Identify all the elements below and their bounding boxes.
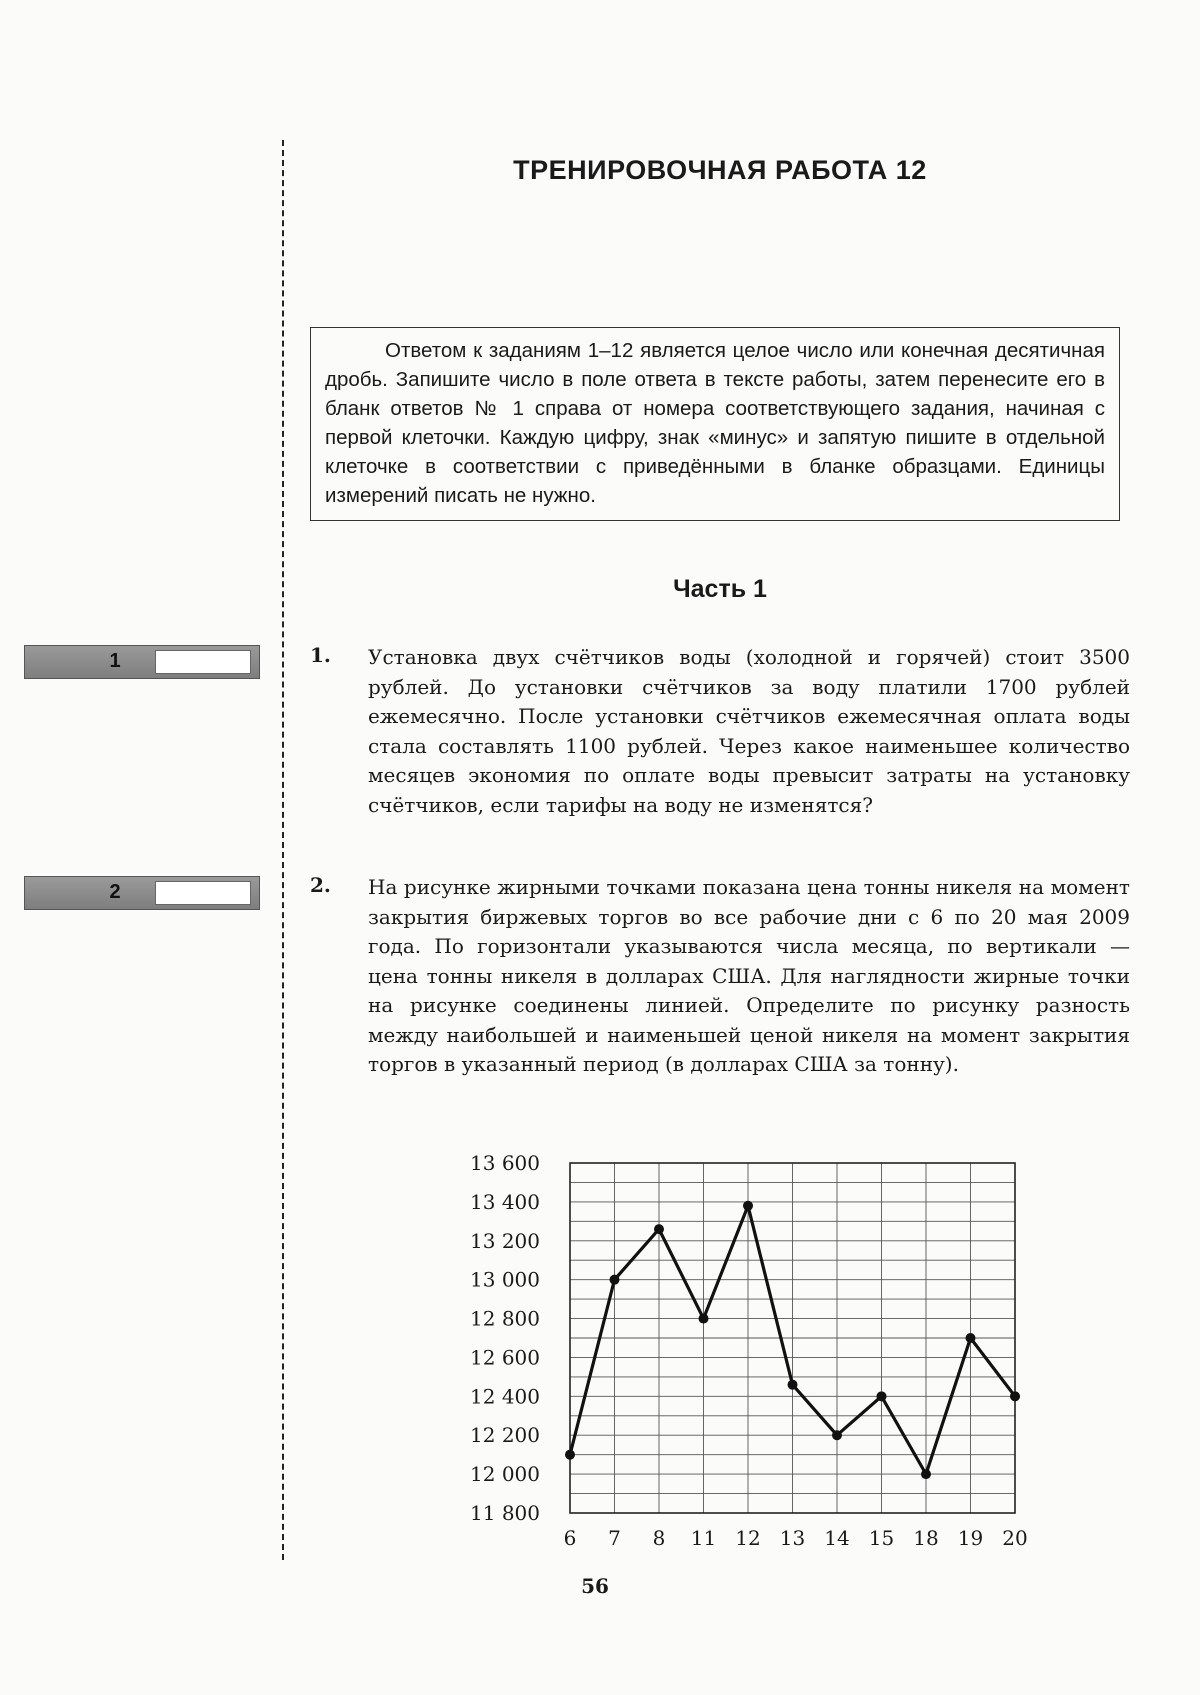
x-tick-label: 12 <box>735 1526 761 1550</box>
answer-field[interactable] <box>155 650 251 674</box>
part-title: Часть 1 <box>673 575 767 603</box>
data-point <box>966 1333 976 1343</box>
y-tick-label: 13 000 <box>470 1267 540 1292</box>
data-point <box>788 1380 798 1390</box>
data-point <box>654 1224 664 1234</box>
x-tick-label: 14 <box>824 1526 850 1550</box>
task-number: 2. <box>310 873 331 897</box>
x-tick-label: 8 <box>652 1526 666 1550</box>
y-tick-label: 12 400 <box>470 1384 540 1409</box>
instructions-box: Ответом к заданиям 1–12 является целое число или конечная десятичная дробь. Запишите число в поле ответа в тексте работы, затем перенесите его в бланк ответов № 1 справа от номера соответствующего задания, начиная с первой клеточки. Каждую цифру, знак «минус» и запятую пишите в отдельной клеточке в соответствии с приведёнными в бланке образцами. Единицы измерений писать не нужно. <box>310 327 1120 521</box>
answer-field[interactable] <box>155 881 251 905</box>
y-tick-label: 12 800 <box>470 1306 540 1331</box>
page-title: ТРЕНИРОВОЧНАЯ РАБОТА 12 <box>513 155 927 185</box>
data-point <box>832 1430 842 1440</box>
answer-box-2 <box>24 876 260 910</box>
answer-box-1 <box>24 645 260 679</box>
task-text: Установка двух счётчиков воды (холодной и горячей) стоит 3500 рублей. До установки счётчиков за воду платили 1700 рублей ежемесячно. После установки счётчиков ежемесячная оплата воды стала составлять 1100 рублей. Через какое наименьшее количество месяцев экономия по оплате воды превысит затраты на установку счётчиков, если тарифы на воду не изменятся? <box>368 645 1130 817</box>
y-tick-label: 12 000 <box>470 1462 540 1487</box>
task-text: На рисунке жирными точками показана цена тонны никеля на момент закрытия биржевых торгов во все рабочие дни с 6 по 20 мая 2009 года. По горизонтали указываются числа месяца, по вертикали — цена тонны никеля в долларах США. Для наглядности жирные точки на рисунке соединены линией. Определите по рисунку разность между наибольшей и наименьшей ценой никеля на момент закрытия торгов в указанный период (в долларах США за тонну). <box>368 875 1130 1076</box>
page-number: 56 <box>581 1574 609 1598</box>
cut-line <box>282 140 284 1560</box>
x-tick-label: 11 <box>690 1526 717 1550</box>
y-tick-label: 12 200 <box>470 1423 540 1448</box>
x-tick-label: 7 <box>608 1526 621 1550</box>
data-point <box>1010 1391 1020 1401</box>
answer-box-label: 2 <box>109 881 121 903</box>
data-point <box>565 1450 575 1460</box>
x-tick-label: 18 <box>913 1526 939 1550</box>
data-point <box>610 1275 620 1285</box>
answer-box-label: 1 <box>109 650 121 672</box>
nickel-price-chart <box>450 1150 1050 1570</box>
y-tick-label: 13 400 <box>470 1189 540 1214</box>
x-tick-label: 15 <box>868 1526 895 1550</box>
data-point <box>743 1201 753 1211</box>
y-tick-label: 13 600 <box>470 1151 540 1175</box>
x-tick-label: 20 <box>1002 1526 1028 1550</box>
x-tick-label: 13 <box>779 1526 806 1550</box>
y-tick-label: 13 200 <box>470 1228 540 1253</box>
data-point <box>877 1391 887 1401</box>
x-tick-label: 6 <box>563 1526 577 1550</box>
x-tick-label: 19 <box>957 1526 984 1550</box>
data-point <box>921 1469 931 1479</box>
task-number: 1. <box>310 643 331 667</box>
data-point <box>699 1314 709 1324</box>
y-tick-label: 12 600 <box>470 1345 540 1370</box>
y-tick-label: 11 800 <box>470 1501 540 1525</box>
